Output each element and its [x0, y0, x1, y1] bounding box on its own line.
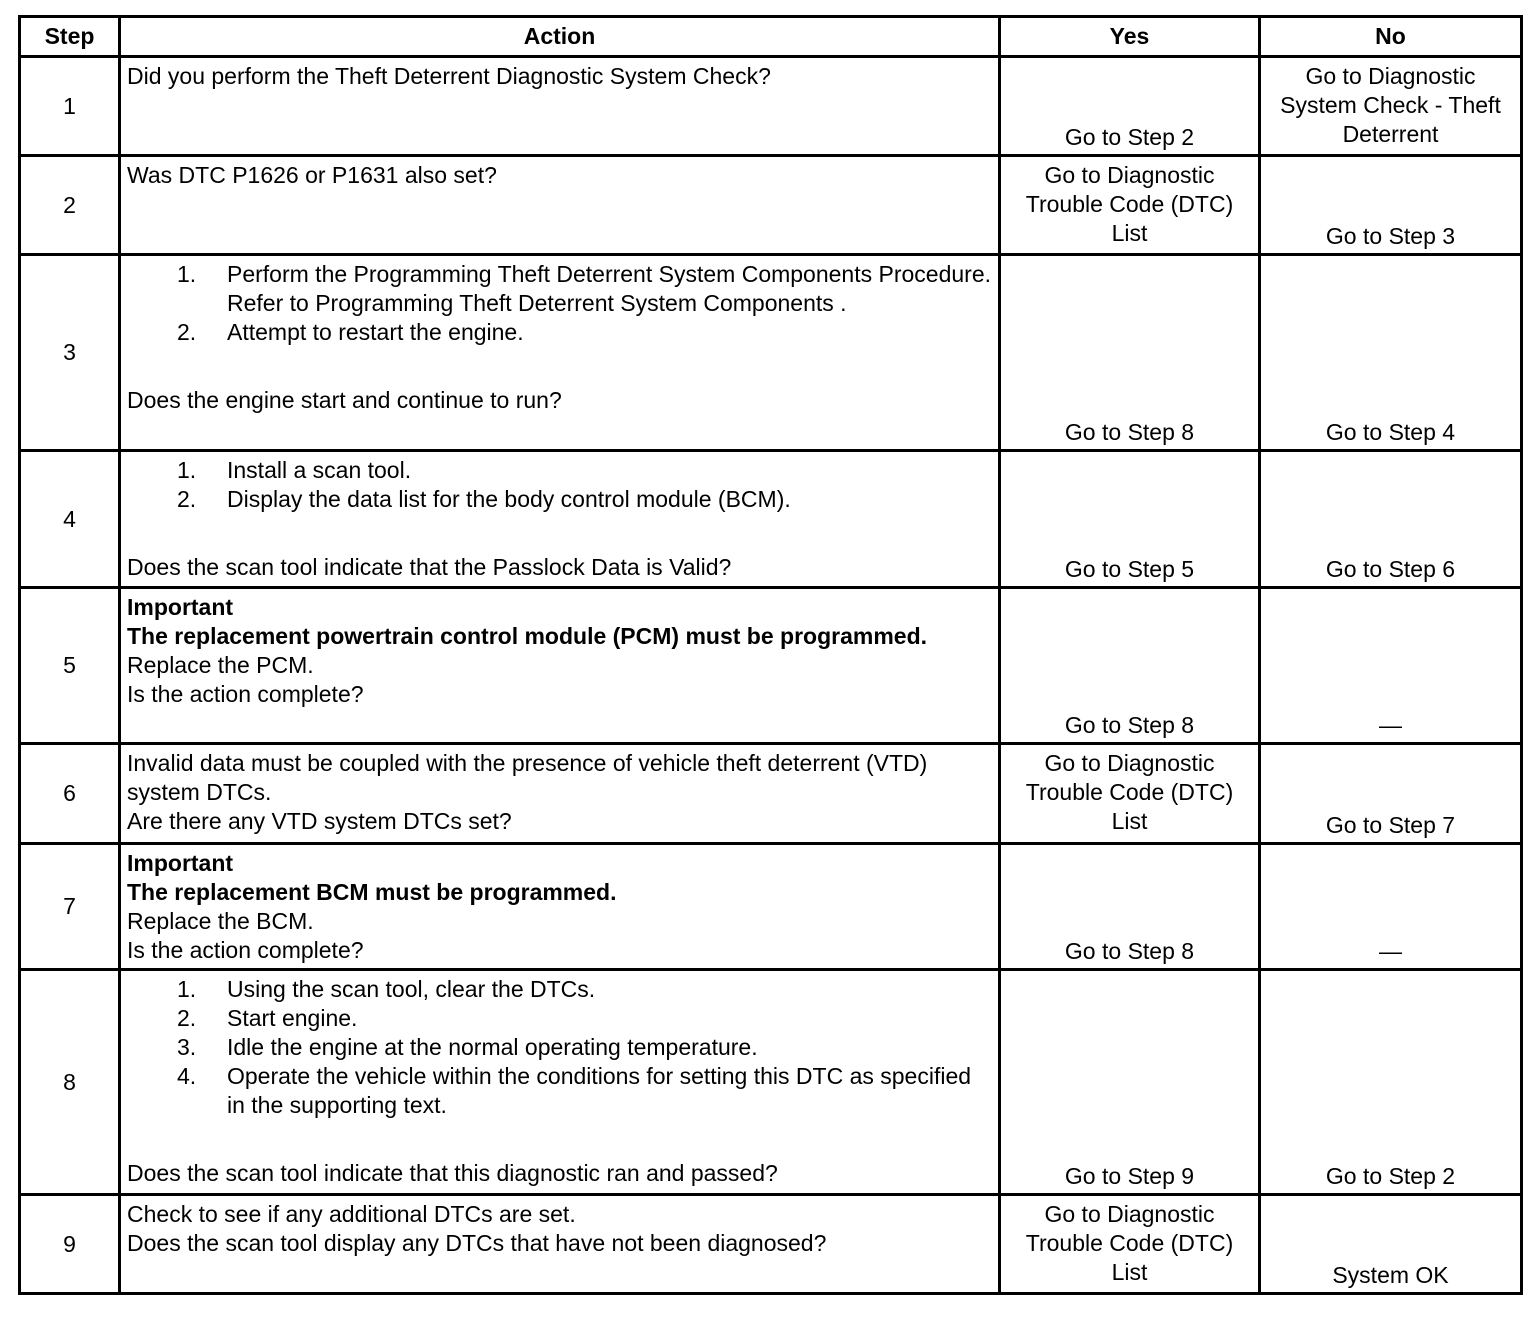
action-question: Does the scan tool indicate that the Passlock Data is Valid?	[127, 554, 732, 580]
no-cell	[1260, 255, 1522, 451]
table-row	[20, 588, 1522, 744]
list-item-text: Operate the vehicle within the conditions for setting this DTC as specified in the supporting text.	[227, 1063, 972, 1118]
no-cell	[1260, 588, 1522, 744]
action-cell	[120, 451, 1000, 588]
action-instruction: Invalid data must be coupled with the presence of vehicle theft deterrent (VTD) system DTCs.	[127, 750, 928, 805]
action-question: Was DTC P1626 or P1631 also set?	[127, 162, 497, 188]
step-number: 9	[20, 1195, 120, 1294]
list-number: 2.	[177, 319, 197, 345]
step-number: 2	[20, 156, 120, 255]
yes-cell	[1000, 156, 1260, 255]
action-cell	[120, 844, 1000, 970]
table-row	[20, 744, 1522, 844]
list-item	[127, 1033, 992, 1062]
list-number: 3.	[177, 1034, 197, 1060]
action-question: Did you perform the Theft Deterrent Diagnostic System Check?	[127, 63, 771, 89]
yes-cell	[1000, 844, 1260, 970]
important-note: The replacement BCM must be programmed.	[127, 879, 617, 905]
action-list	[127, 975, 992, 1120]
no-result: —	[1379, 712, 1402, 738]
yes-result: Go to Step 8	[1064, 938, 1195, 964]
action-list	[127, 260, 992, 347]
action-question: Is the action complete?	[127, 937, 364, 963]
list-item-text: Display the data list for the body control module (BCM).	[227, 486, 791, 512]
list-item-text: Install a scan tool.	[227, 457, 412, 483]
no-result: System OK	[1332, 1262, 1449, 1288]
yes-result: Go to Step 9	[1064, 1163, 1195, 1189]
no-result: —	[1379, 938, 1402, 964]
header-yes: Yes	[1000, 17, 1260, 57]
no-cell	[1260, 451, 1522, 588]
table-row	[20, 844, 1522, 970]
action-cell	[120, 970, 1000, 1195]
no-result: Go to Diagnostic System Check - Theft Deterrent	[1280, 63, 1501, 147]
header-row	[20, 17, 1522, 57]
table-row	[20, 451, 1522, 588]
yes-result: Go to Step 8	[1064, 419, 1195, 445]
list-number: 4.	[177, 1063, 197, 1089]
action-instruction: Check to see if any additional DTCs are set.	[127, 1201, 576, 1227]
action-cell	[120, 57, 1000, 156]
list-item	[127, 485, 992, 514]
yes-cell	[1000, 255, 1260, 451]
list-item-text: Attempt to restart the engine.	[227, 319, 524, 345]
action-instruction: Replace the PCM.	[127, 652, 314, 678]
yes-result: Go to Step 2	[1064, 124, 1195, 150]
list-item	[127, 1062, 992, 1120]
important-label: Important	[127, 850, 234, 876]
no-cell	[1260, 156, 1522, 255]
list-number: 1.	[177, 457, 197, 483]
step-number: 1	[20, 57, 120, 156]
header-action: Action	[120, 17, 1000, 57]
yes-cell	[1000, 588, 1260, 744]
list-item-text: Perform the Programming Theft Deterrent System Components Procedure. Refer to Programming Theft Deterrent System Components .	[227, 261, 992, 316]
step-number: 8	[20, 970, 120, 1195]
no-result: Go to Step 6	[1325, 556, 1456, 582]
list-item-text: Using the scan tool, clear the DTCs.	[227, 976, 596, 1002]
yes-cell	[1000, 744, 1260, 844]
step-number: 6	[20, 744, 120, 844]
table-row	[20, 970, 1522, 1195]
yes-cell	[1000, 970, 1260, 1195]
list-item	[127, 456, 992, 485]
action-cell	[120, 588, 1000, 744]
header-no: No	[1260, 17, 1522, 57]
no-cell	[1260, 844, 1522, 970]
important-label: Important	[127, 594, 234, 620]
no-cell	[1260, 1195, 1522, 1294]
step-number: 4	[20, 451, 120, 588]
table-row	[20, 1195, 1522, 1294]
table-row	[20, 255, 1522, 451]
step-number: 7	[20, 844, 120, 970]
list-number: 2.	[177, 1005, 197, 1031]
action-instruction: Replace the BCM.	[127, 908, 314, 934]
list-item	[127, 1004, 992, 1033]
list-item	[127, 975, 992, 1004]
yes-result: Go to Step 8	[1064, 712, 1195, 738]
step-number: 5	[20, 588, 120, 744]
important-note: The replacement powertrain control module (PCM) must be programmed.	[127, 623, 928, 649]
yes-result: Go to Diagnostic Trouble Code (DTC) List	[1025, 162, 1234, 246]
table-row	[20, 156, 1522, 255]
no-cell	[1260, 970, 1522, 1195]
list-item	[127, 318, 992, 347]
action-cell	[120, 156, 1000, 255]
list-item-text: Start engine.	[227, 1005, 358, 1031]
action-question: Does the scan tool display any DTCs that have not been diagnosed?	[127, 1230, 827, 1256]
no-result: Go to Step 2	[1325, 1163, 1456, 1189]
list-number: 1.	[177, 261, 197, 287]
action-cell	[120, 744, 1000, 844]
header-step: Step	[20, 17, 120, 57]
table-row	[20, 57, 1522, 156]
action-question: Are there any VTD system DTCs set?	[127, 808, 512, 834]
yes-cell	[1000, 451, 1260, 588]
list-item-text: Idle the engine at the normal operating temperature.	[227, 1034, 758, 1060]
step-number: 3	[20, 255, 120, 451]
diagnostic-table	[18, 15, 1523, 1295]
action-cell	[120, 1195, 1000, 1294]
yes-cell	[1000, 1195, 1260, 1294]
no-cell	[1260, 57, 1522, 156]
yes-result: Go to Diagnostic Trouble Code (DTC) List	[1025, 750, 1234, 834]
no-result: Go to Step 3	[1325, 223, 1456, 249]
list-number: 2.	[177, 486, 197, 512]
action-question: Does the scan tool indicate that this diagnostic ran and passed?	[127, 1160, 778, 1186]
action-question: Is the action complete?	[127, 681, 364, 707]
yes-result: Go to Diagnostic Trouble Code (DTC) List	[1025, 1201, 1234, 1285]
no-cell	[1260, 744, 1522, 844]
list-item	[127, 260, 992, 318]
no-result: Go to Step 7	[1325, 812, 1456, 838]
action-list	[127, 456, 992, 514]
list-number: 1.	[177, 976, 197, 1002]
no-result: Go to Step 4	[1325, 419, 1456, 445]
yes-cell	[1000, 57, 1260, 156]
yes-result: Go to Step 5	[1064, 556, 1195, 582]
action-question: Does the engine start and continue to run?	[127, 387, 562, 413]
action-cell	[120, 255, 1000, 451]
